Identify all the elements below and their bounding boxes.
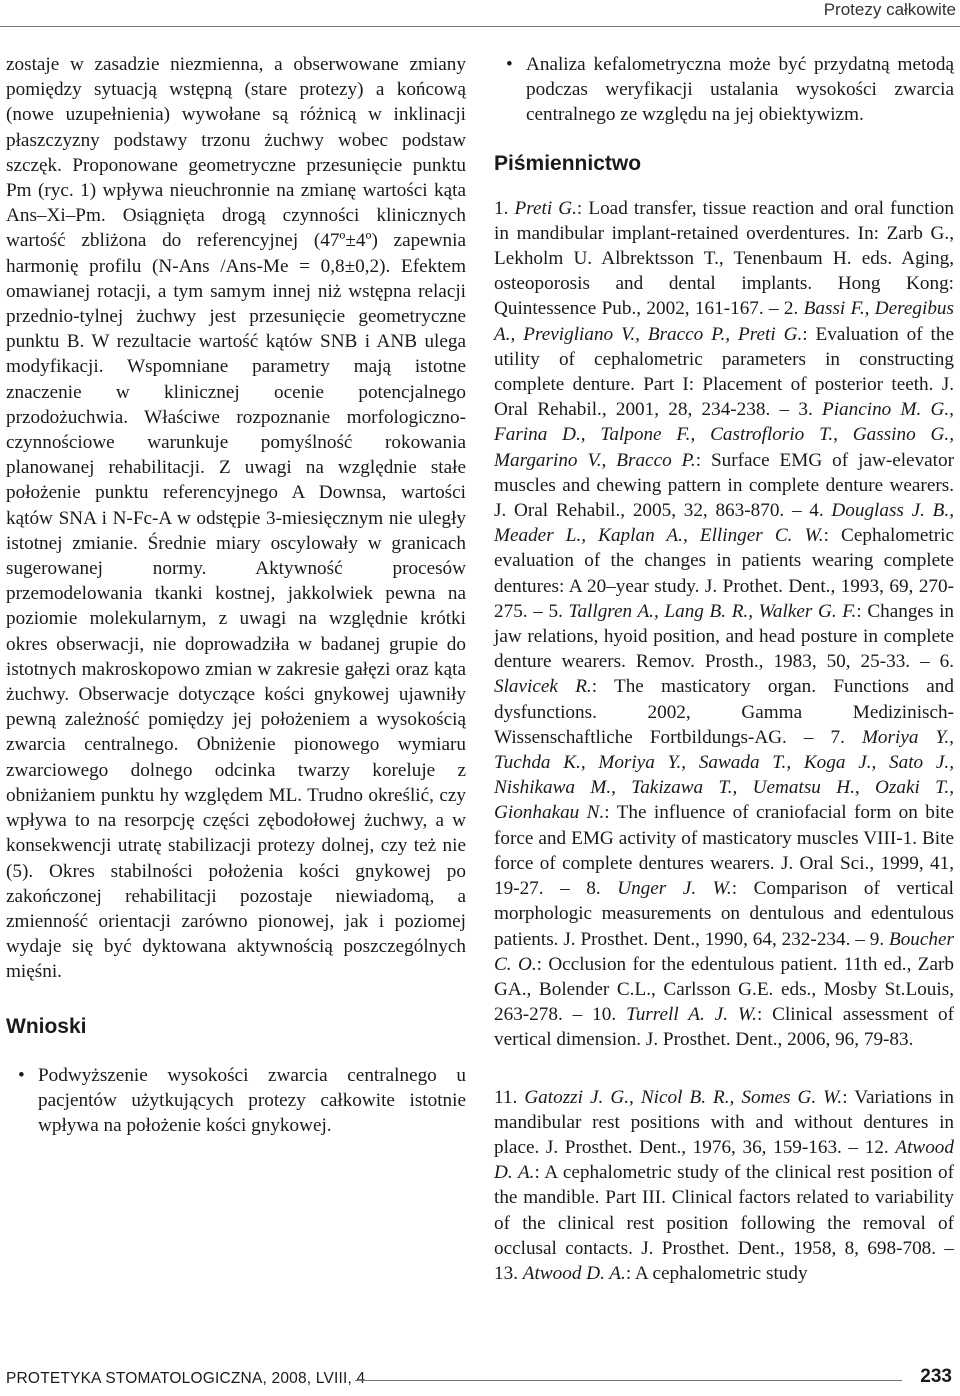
reference-authors: Bassi F., Deregibus A., Previgliano V., Bracco P., Preti G.: [494, 298, 954, 345]
bullet-icon: •: [506, 54, 513, 75]
left-column: [6, 52, 466, 1138]
conclusions-list-continued: [494, 52, 954, 128]
page-footer: [0, 1358, 960, 1396]
reference-authors: Preti G.: [514, 197, 577, 219]
reference-text: : Cephalometric evaluation of the changes in patients wearing complete dentures: A 20–year study. J. Prothet. Dent., 1993, 69, 270-275. – 5.: [494, 525, 954, 622]
reference-authors: Piancino M. G., Farina D., Talpone F., Castroflorio T., Gassino G., Margarino V., Bracco P.: [494, 399, 954, 471]
conclusion-item: [494, 52, 954, 128]
reference-text: : A cephalometric study of the clinical rest position of the mandible. Part III. Clinical factors related to variability of the clinical rest position following the removal of occlusal contacts. J. Prosthet. Dent., 1958, 8, 698-708. – 13.: [494, 1162, 954, 1284]
reference-authors: Gatozzi J. G., Nicol B. R., Somes G. W.: [524, 1086, 843, 1108]
reference-authors: Douglass J. B., Meader L., Kaplan A., Ellinger C. W.: [494, 500, 954, 547]
references-heading: Piśmiennictwo: [494, 151, 642, 175]
reference-text: : The influence of craniofacial form on bite force and EMG activity of masticatory muscles VIII-1. Bite force of complete dentures wearers. J. Oral Sci., 1999, 41, 19-27. – 8.: [494, 802, 954, 900]
page-number: 233: [920, 1366, 952, 1387]
reference-text: : Comparison of vertical morphologic measurements on dentulous and edentulous patients. J. Prosthet. Dent., 1990, 64, 232-234. – 9.: [494, 878, 954, 950]
reference-authors: Tallgren A., Lang B. R., Walker G. F.: [568, 600, 857, 622]
conclusions-heading: Wnioski: [6, 1014, 87, 1038]
references-block-2: [494, 1085, 954, 1287]
references-block-1: [494, 196, 954, 1053]
reference-text: 11.: [494, 1086, 525, 1108]
reference-text: : Occlusion for the edentulous patient. 11th ed., Zarb GA., Bolender C.L., Carlsson G.E. eds., Mosby St.Louis, 263-278. – 10.: [494, 953, 954, 1026]
reference-authors: Atwood D. A.: [522, 1262, 626, 1284]
reference-text: : Load transfer, tissue reaction and oral function in mandibular implant-retained overdentures. In: Zarb G., Lekholm U. Albrektsson T., Tenenbaum H. eds. Aging, osteoporosis and dental implants. Hong Kong: Quintessence Pub., 2002, 161-167. – 2.: [494, 197, 954, 320]
reference-authors: Turrell A. J. W.: [626, 1004, 757, 1026]
bullet-icon: •: [18, 1064, 25, 1086]
running-title: Protezy całkowite: [823, 0, 956, 19]
conclusion-text: Analiza kefalometryczna może być przydatną metodą podczas weryfikacji ustalania wysokości zwarcia centralnego ze względu na jej obiektywizm.: [526, 54, 954, 126]
reference-authors: Unger J. W.: [617, 878, 732, 900]
reference-text: : Evaluation of the utility of cephalometric parameters in constructing complete denture. Part I: Placement of posterior teeth. J. Oral Rehabil., 2001, 28, 234-238. – 3.: [494, 323, 954, 421]
reference-text: 1.: [494, 197, 515, 219]
running-header: [0, 0, 960, 28]
reference-authors: Slavicek R.: [494, 676, 592, 698]
reference-text: : The masticatory organ. Functions and dysfunctions. 2002, Gamma Medizinisch-Wissenschaftliche Fortbildungs-AG. – 7.: [494, 676, 954, 748]
reference-text: : Variations in mandibular rest positions with and without dentures in place. J. Prosthet. Dent., 1976, 36, 159-163. – 12.: [494, 1086, 954, 1158]
conclusion-text: Podwyższenie wysokości zwarcia centralnego u pacjentów użytkujących protezy całkowite istotnie wpływa na położenie kości gnykowej.: [38, 1064, 466, 1136]
reference-text: : Changes in jaw relations, hyoid position, and head posture in complete denture wearers. Remov. Prosth., 1983, 50, 25-33. – 6.: [494, 600, 954, 673]
reference-text: : Clinical assessment of vertical dimension. J. Prosthet. Dent., 2006, 96, 79-83.: [494, 1004, 955, 1051]
conclusions-list: [6, 1063, 466, 1139]
journal-citation: PROTETYKA STOMATOLOGICZNA, 2008, LVIII, 4: [6, 1370, 366, 1387]
reference-authors: Moriya Y., Tuchda K., Moriya Y., Sawada T., Koga J., Sato J., Nishikawa M., Takizawa T., Uematsu H., Ozaki T., Gionhakau N.: [494, 726, 954, 824]
reference-text: : Surface EMG of jaw-elevator muscles and chewing pattern in complete denture wearers. J. Oral Rehabil., 2005, 32, 863-870. – 4.: [494, 449, 954, 522]
reference-text: : A cephalometric study: [625, 1262, 808, 1284]
header-rule: [0, 26, 960, 27]
conclusion-item: [6, 1063, 466, 1139]
footer-rule: [355, 1380, 902, 1381]
reference-authors: Boucher C. O.: [494, 928, 954, 975]
reference-authors: Atwood D. A.: [494, 1136, 954, 1184]
body-paragraph: zostaje w zasadzie niezmienna, a obserwowane zmiany pomiędzy sytuacją wstępną (stare protezy) a końcową (nowe uzupełnienia) wywołane są różnicą w inklinacji płaszczyzny podstawy trzonu żuchwy wobec podstaw szczęk. Proponowane geometryczne przesunięcie punktu Pm (ryc. 1) wpływa nieuchronnie na zmianę wartości kąta Ans–Xi–Pm. Osiągnięta drogą czynności klinicznych wartość zbliżona do referencyjnej (47º±4º) zapewnia harmonię profilu (N-Ans /Ans-Me = 0,8±0,2). Efektem omawianej rotacji, a tym samym innej niż wstępna relacji przednio-tylnej żuchwy jest przesunięcie geometryczne punktu B. W rezultacie wartość kątów SNB i ANB ulega modyfikacji. Wspomniane parametry mają istotne znaczenie w klinicznej ocenie potencjalnego przodożuchwia. Właściwe rozpoznanie morfologiczno-czynnościowe warunkuje pomyślność rokowania planowanej rehabilitacji. Z uwagi na względnie stałe położenie punktu referencyjnego A Downsa, wartości kątów SNA i N-Fc-A w odstępie 3-miesięcznym nie uległy istotnej zmianie. Średnie miary oscylowały w granicach sugerowanej normy. Aktywność procesów przemodelowania tkanki kostnej, jakkolwiek pewna na poziomie molekularnym, z uwagi na względnie krótki okres obserwacji, nie doprowadziła w badanej grupie do istotnych makroskopowo zmian w zakresie gałęzi oraz kąta żuchwy. Obserwacje dotyczące kości gnykowej ujawniły pewną zależność pomiędzy jej położeniem a wysokością zwarcia centralnego. Obniżenie pionowego wymiaru zwarciowego dolnego odcinka twarzy koreluje z obniżaniem punktu hy względem ML. Trudno określić, czy wpływa to na resorpcję części zębodołowej żuchwy, a w konsekwencji utratę stabilizacji protezy dolnej, czy też nie (5). Okres stabilności położenia kości gnykowej po zakończonej rehabilitacji pozostaje niewiadomą, a zmienność orientacji zarówno pionowej, jak i poziomej wydaje się być dyktowana aktywnością poszczególnych mięśni.: [6, 54, 466, 983]
right-column: [494, 52, 954, 1286]
